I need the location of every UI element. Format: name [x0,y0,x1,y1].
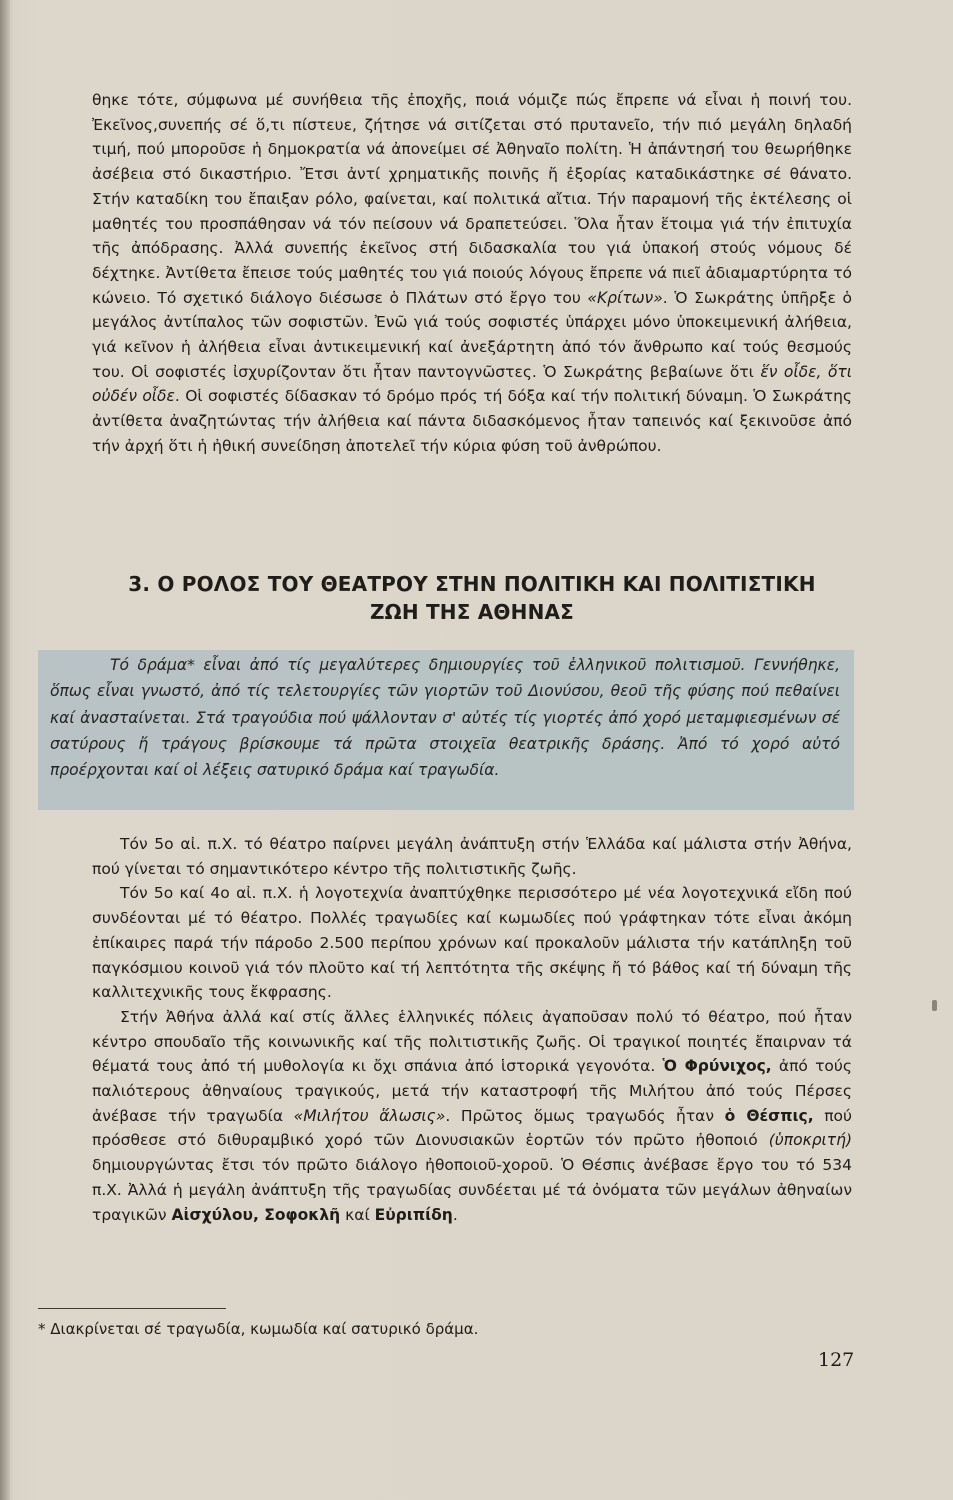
paragraph-5th-century: Τόν 5ο αἰ. π.Χ. τό θέατρο παίρνει μεγάλη ἀνάπτυξη στήν Ἑλλάδα καί μάλιστα στήν Ἀθήνα, πού γίνεται τό σημαντικότερο κέντρο τῆς πολιτιστικῆς ζωῆς. [92,835,852,878]
highlight-text-block [50,652,840,783]
names-aeschylus-sophocles: Αἰσχύλου, Σοφοκλῆ [171,1205,341,1224]
name-thespis: ὁ Θέσπις, [724,1106,814,1125]
paragraph-tragedians: Στήν Ἀθήνα ἀλλά καί στίς ἄλλες ἑλληνικές πόλεις ἀγαποῦσαν πολύ τό θέατρο, πού ἦταν κέντρο σπουδαῖο τῆς κοινωνικῆς καί τῆς πολιτιστικῆς ζωῆς. Οἱ τραγικοί ποιητές ἔπαιρναν τά θέματά τους ἀπό τή μυθολογία κι ὄχι σπάνια ἀπό ἱστορικά γεγονότα. Ὁ Φρύνιχος, ἀπό τούς παλιότερους ἀθηναίους τραγικούς, μετά τήν καταστροφή τῆς Μιλήτου ἀπό τούς Πέρσες ἀνέβασε τήν τραγωδία «Μιλήτου ἅλωσις». Πρῶτος ὅμως τραγωδός ἦταν ὁ Θέσπις, πού πρόσθεσε στό διθυραμβικό χορό τῶν Διονυσιακῶν ἑορτῶν τόν πρῶτο ἠθοποιό (ὑποκριτή) δημιουργώντας ἔτσι τόν πρῶτο διάλογο ἠθοποιοῦ-χοροῦ. Ὁ Θέσπις ἀνέβασε ἔργο του τό 534 π.Χ. Ἀλλά ἡ μεγάλη ἀνάπτυξη τῆς τραγωδίας συνδέεται μέ τά ὀνόματα τῶν μεγάλων ἀθηναίων τραγικῶν Αἰσχύλου, Σοφοκλῆ καί Εὐριπίδη. [92,1007,852,1224]
work-title-kriton: «Κρίτων» [587,288,663,307]
section-heading [92,570,852,626]
theatre-paragraphs [92,832,852,1227]
term-hypokritis: (ὑποκριτή) [768,1131,852,1150]
footnote: * Διακρίνεται σέ τραγωδία, κωμωδία καί σατυρικό δράμα. [38,1320,479,1338]
page-number: 127 [818,1349,855,1371]
section-heading-line1: 3. Ο ΡΟΛΟΣ ΤΟΥ ΘΕΑΤΡΟΥ ΣΤΗΝ ΠΟΛΙΤΙΚΗ ΚΑΙ ΠΟΛΙΤΙΣΤΙΚΗ [128,572,816,596]
paragraph-literature: Τόν 5ο καί 4ο αἰ. π.Χ. ἡ λογοτεχνία ἀναπτύχθηκε περισσότερο μέ νέα λογοτεχνικά εἴδη πού συνδέονται μέ τό θέατρο. Πολλές τραγωδίες καί κωμωδίες πού γράφτηκαν τότε εἶναι ἀκόμη ἐπίκαιρες παρά τήν πάροδο 2.500 περίπου χρόνων καί προκαλοῦν μάλιστα τήν κατάπληξη τοῦ παγκόσμιου κοινοῦ γιά τόν πλοῦτο καί τή λεπτότητα τῆς σκέψης ἤ τό βάθος καί τή δύναμη τῆς καλλιτεχνικῆς τους ἔκφρασης. [92,884,852,1002]
footnote-divider [38,1308,226,1309]
paragraph-socrates-text: θηκε τότε, σύμφωνα μέ συνήθεια τῆς ἐποχῆς, ποιά νόμιζε πώς ἔπρεπε νά εἶναι ἡ ποινή του. Ἐκεῖνος,συνεπής σέ ὅ,τι πίστευε, ζήτησε νά σιτίζεται στό πρυτανεῖο, τήν πιό μεγάλη δηλαδή τιμή, πού μποροῦσε ἡ δημοκρατία νά ἀπονείμει σέ Ἀθηναῖο πολίτη. Ἡ ἀπάντησή του θεωρήθηκε ἀσέβεια στό δικαστήριο. Ἔτσι ἀντί χρηματικῆς ποινῆς ἤ ἐξορίας καταδικάστηκε σέ θάνατο. Στήν καταδίκη του ἔπαιξαν ρόλο, φαίνεται, καί πολιτικά αἴτια. Τήν παραμονή τῆς ἐκτέλεσης οἱ μαθητές του προσπάθησαν νά τόν πείσουν νά δραπετεύσει. Ὅλα ἦταν ἕτοιμα γιά τήν ἐπιτυχία τῆς ἀπόδρασης. Ἀλλά συνεπής ἐκεῖνος στή διδασκαλία του γιά ὑπακοή στούς νόμους δέ δέχτηκε. Ἀντίθετα ἔπεισε τούς μαθητές του γιά ποιούς λόγους ἔπρεπε νά πιεῖ ἀδιαμαρτύρητα τό κώνειο. Τό σχετικό διάλογο διέσωσε ὁ Πλάτων στό ἔργο του «Κρίτων». Ὁ Σωκράτης ὑπῆρξε ὁ μεγάλος ἀντίπαλος τῶν σοφιστῶν. Ἐνῶ γιά τούς σοφιστές ὑπάρχει μόνο ὑποκειμενική ἀλήθεια, γιά κεῖνον ἡ ἀλήθεια εἶναι ἀντικειμενική καί ἀνεξάρτητη ἀπό τόν ἄνθρωπο καί τούς θεσμούς του. Οἱ σοφιστές ἰσχυρίζονταν ὅτι ἦταν παντογνῶστες. Ὁ Σωκράτης βεβαίωνε ὅτι ἕν οἶδε, ὅτι οὐδέν οἶδε. Οἱ σοφιστές δίδασκαν τό δρόμο πρός τή δόξα καί τήν πολιτική δύναμη. Ὁ Σωκράτης ἀντίθετα ἀναζητώντας τήν ἀλήθεια καί πάντα διδασκόμενος ἦταν ταπεινός καί ξεκινοῦσε ἀπό τήν ἀρχή ὅτι ἡ ἠθική συνείδηση ἀποτελεῖ τήν κύρια φύση τοῦ ἀνθρώπου. [92,91,852,455]
highlight-text: Τό δράμα* εἶναι ἀπό τίς μεγαλύτερες δημιουργίες τοῦ ἑλληνικοῦ πολιτισμοῦ. Γεννήθηκε, ὅπως εἶναι γνωστό, ἀπό τίς τελετουργίες τῶν γιορτῶν τοῦ Διονύσου, θεοῦ τῆς φύσης πού πεθαίνει καί ἀνασταίνεται. Στά τραγούδια πού ψάλλονταν σ' αὐτές τίς γιορτές ἀπό χορό μεταμφιεσμένων σέ σατύρους ἤ τράγους βρίσκουμε τά πρῶτα στοιχεῖα θεατρικῆς δράσης. Ἀπό τό χορό αὐτό προέρχονται καί οἱ λέξεις σατυρικό δράμα καί τραγωδία. [50,656,840,780]
work-title-miletus: «Μιλήτου ἅλωσις» [293,1106,446,1125]
page-gutter-shadow [0,0,10,1500]
name-frynichos: Ὁ Φρύνιχος, [662,1057,772,1076]
name-euripides: Εὐριπίδη [374,1205,453,1224]
section-heading-line2: ΖΩΗ ΤΗΣ ΑΘΗΝΑΣ [369,600,575,624]
paper-speck [932,1000,937,1011]
quote-oide: ἕν οἶδε, ὅτι οὐδέν οἶδε [92,362,852,406]
paragraph-socrates [92,88,852,459]
